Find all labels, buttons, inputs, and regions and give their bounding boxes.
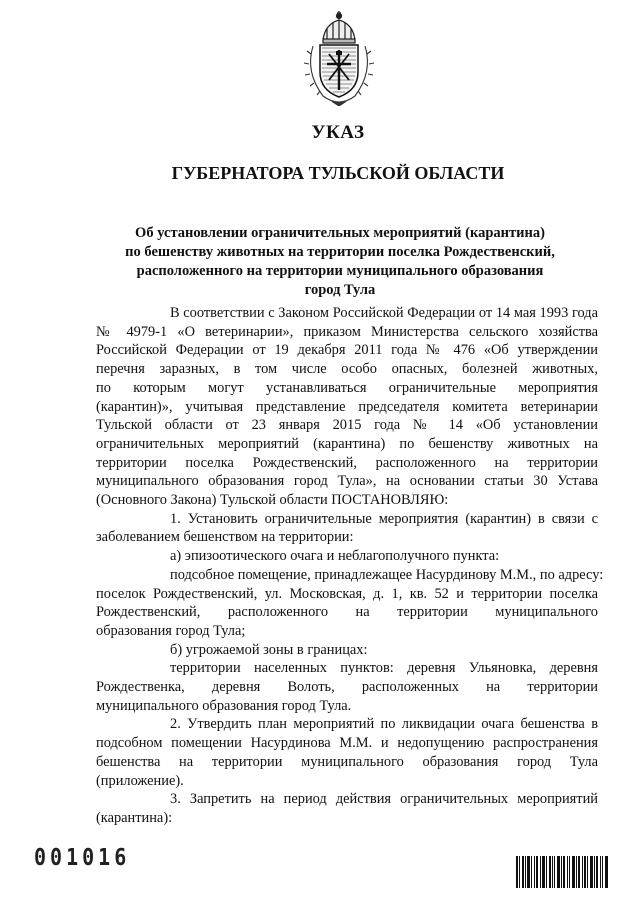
item-3-paragraph [96, 790, 598, 827]
decree-body [96, 304, 604, 828]
text-line: а) эпизоотического очага и неблагополучного пункта: [170, 548, 500, 565]
heading-line: Об установлении ограничительных мероприятий (карантина) [135, 225, 545, 241]
text-line: (приложение). [96, 772, 184, 789]
text-line: образования город Тула; [96, 622, 246, 639]
item-1a-text-paragraph [96, 566, 604, 641]
text-line: (карантина): [96, 809, 173, 826]
text-line: б) угрожаемой зоны в границах: [170, 641, 368, 658]
text-line: бешенства на территории муниципального образования город Тула [96, 753, 598, 770]
text-line: муниципального образования город Тула. [96, 697, 352, 714]
text-line: В соответствии с Законом Российской Федерации от 14 мая 1993 года [170, 305, 598, 321]
text-line: заболеванием бешенством на территории: [96, 529, 354, 546]
text-line: территории населенных пунктов: деревня Ульяновка, деревня [170, 660, 598, 677]
text-line: подсобное помещение, принадлежащее Насурдинову М.М., по адресу: [170, 566, 604, 583]
text-line: муниципального образования город Тула», на основании статьи 30 Устава [96, 473, 598, 490]
item-1b-paragraph [96, 641, 598, 660]
decree-heading [100, 224, 580, 300]
text-line: 2. Утвердить план мероприятий по ликвидации очага бешенства в [170, 716, 598, 733]
document-number: 001016 [34, 843, 131, 871]
text-line: перечня заразных, в том числе особо опасных, болезней животных, [96, 361, 598, 378]
text-line: 1. Установить ограничительные мероприятия (карантин) в связи с [170, 510, 598, 527]
text-line: Рождественка, деревня Волоть, расположенных на территории [96, 679, 598, 696]
preamble-paragraph [96, 304, 598, 510]
barcode-icon [516, 856, 608, 888]
text-line: подсобном помещении Насурдинова М.М. и недопущению распространения [96, 735, 598, 752]
text-line: 3. Запретить на период действия ограничительных мероприятий [170, 791, 598, 808]
text-line: № 4979-1 «О ветеринарии», приказом Министерства сельского хозяйства [96, 323, 598, 340]
item-1-paragraph [96, 510, 598, 547]
text-line: по которым могут устанавливаться ограничительные мероприятия [96, 379, 598, 396]
coat-of-arms-icon [303, 10, 375, 106]
heading-line: расположенного на территории муниципального образования [136, 263, 544, 279]
item-1b-text-paragraph [96, 659, 598, 715]
heading-line: город Тула [304, 282, 376, 298]
text-line: Рождественский, расположенного на территории муниципального [96, 604, 598, 621]
text-line: Российской Федерации от 19 декабря 2011 года № 476 «Об утверждении [96, 342, 598, 359]
decree-issuer: ГУБЕРНАТОРА ТУЛЬСКОЙ ОБЛАСТИ [171, 163, 505, 183]
text-line: поселок Рождественский, ул. Московская, д. 1, кв. 52 и территории поселка [96, 585, 598, 602]
text-line: Тульской области от 23 января 2015 года № 14 «Об установлении [96, 417, 598, 434]
item-1a-paragraph [96, 547, 598, 566]
text-line: (карантин)», учитывая представление председателя комитета ветеринарии [96, 398, 598, 415]
decree-title: УКАЗ [311, 122, 365, 143]
text-line: территории поселка Рождественский, расположенного на территории [96, 454, 598, 471]
text-line: ограничительных мероприятий (карантина) по бешенству животных на [96, 435, 598, 452]
heading-line: по бешенству животных на территории поселка Рождественский, [125, 244, 555, 260]
text-line: (Основного Закона) Тульской области ПОСТАНОВЛЯЮ: [96, 492, 449, 509]
item-2-paragraph [96, 715, 598, 790]
